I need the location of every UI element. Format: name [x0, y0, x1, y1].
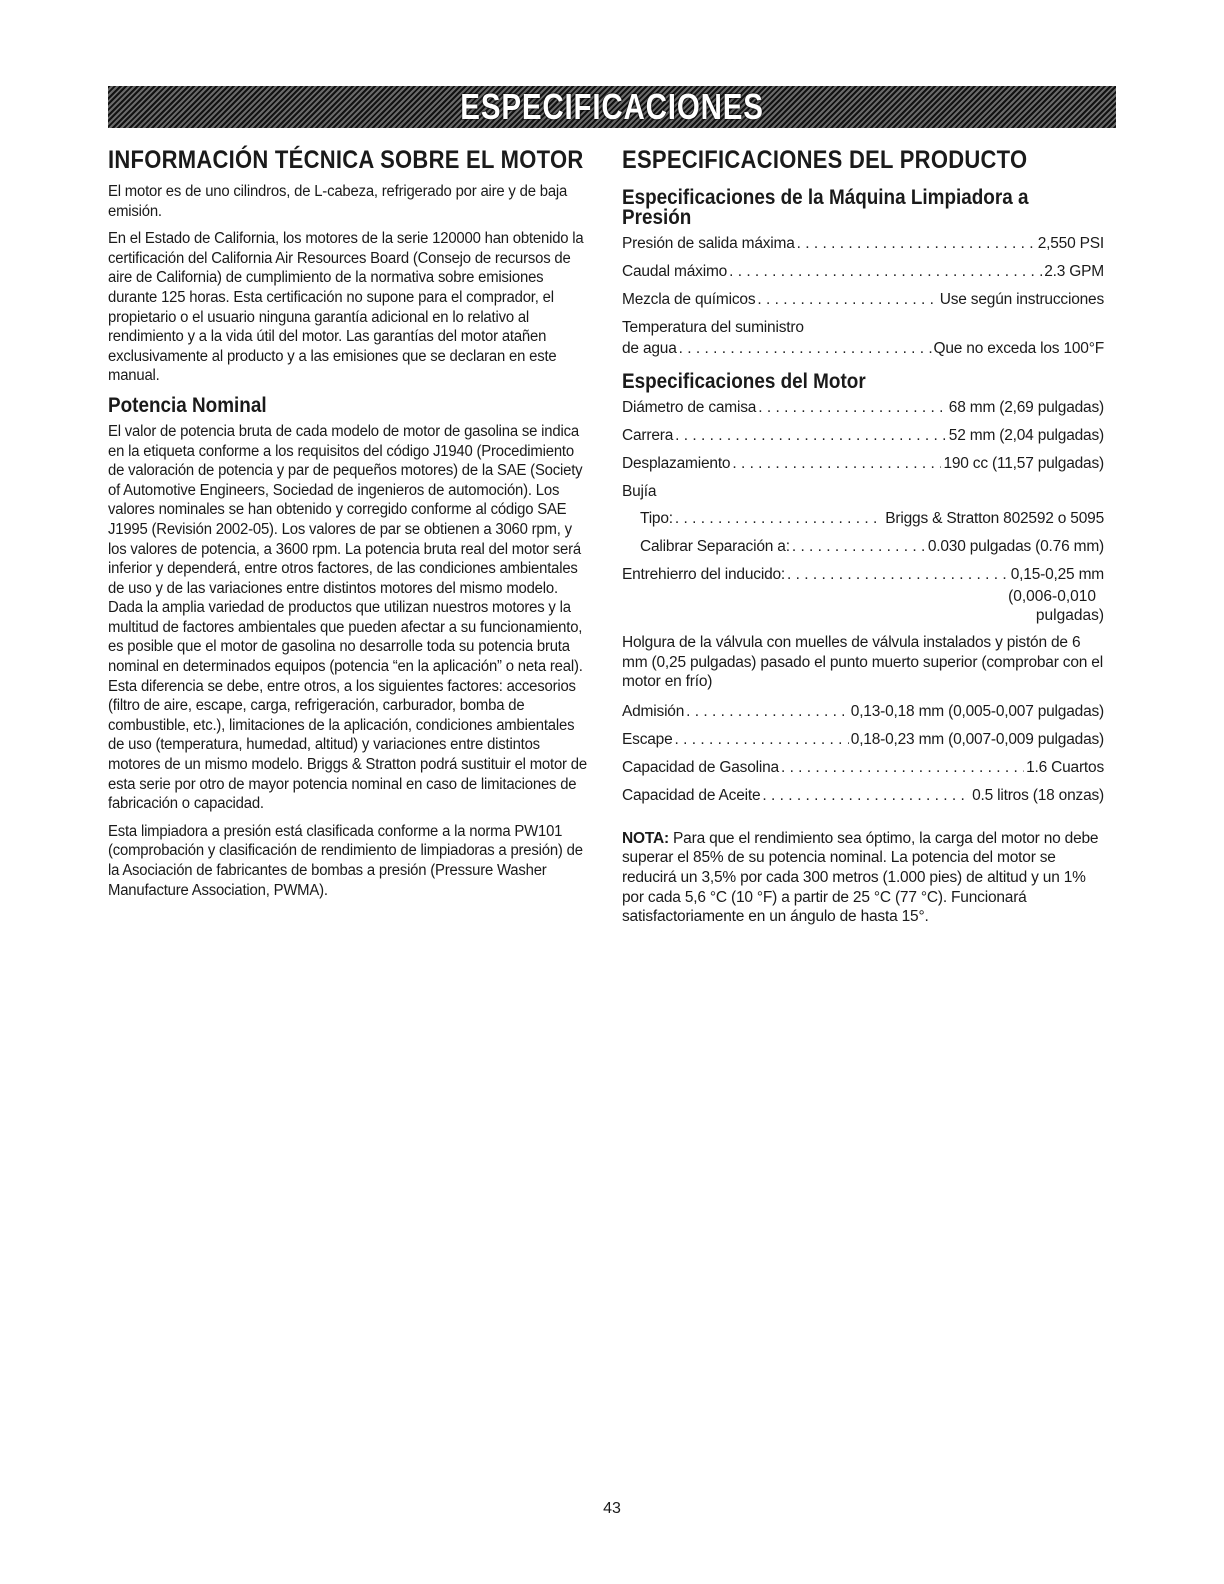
spec-row-fuel-capacity: [622, 758, 1104, 777]
spec-value: 52 mm (2,04 pulgadas): [948, 427, 1104, 444]
right-column: [622, 146, 1104, 935]
spec-row-intake: [622, 702, 1104, 721]
spec-label: Presión de salida máxima: [622, 235, 795, 252]
note-text: Para que el rendimiento sea óptimo, la carga del motor no debe superar el 85% de su potencia nominal. La potencia del motor se reducirá un 3,5% por cada 300 metros (1.000 pies) de altitud y un 1% por cada 5,6 °C (10 °F) a partir de 25 °C (77 °C). Funcionará satisfactoriamente en un ángulo de hasta 15°.: [622, 829, 1099, 926]
spec-value: 0,18-0,23 mm (0,007-0,009 pulgadas): [850, 730, 1104, 748]
spec-label: Escape: [622, 730, 673, 748]
california-paragraph: En el Estado de California, los motores de la serie 120000 han obtenido la certificación del California Air Resources Board (Consejo de recursos de aire de California) de cumplimiento de la normativa sobre emisiones durante 125 horas. Esta certificación no supone para el comprador, el propietario o el usuario ninguna garantía adicional en lo relativo al rendimiento y a la vida útil del motor. Las garantías del motor atañen exclusivamente al producto y a las emisiones que se declaran en este manual.: [108, 230, 584, 385]
product-specs-heading: ESPECIFICACIONES DEL PRODUCTO: [622, 146, 1028, 174]
armature-value-continued: [622, 587, 1104, 625]
spec-value: 0.030 pulgadas (0.76 mm): [927, 538, 1104, 555]
spec-value: Briggs & Stratton 802592 o 5095: [885, 510, 1104, 527]
valve-clearance-paragraph: Holgura de la válvula con muelles de válvula instalados y pistón de 6 mm (0,25 pulgadas) pasado el punto muerto superior (comprobar con el motor en frío): [622, 634, 1103, 691]
spec-value: 2.3 GPM: [1044, 263, 1104, 280]
spec-row-displacement: [622, 454, 1104, 473]
spark-plug-label: Bujía: [622, 483, 657, 500]
spec-value: 0,15-0,25 mm: [1010, 566, 1104, 583]
spec-label: Desplazamiento: [622, 455, 731, 472]
left-column: [108, 146, 594, 908]
pwma-paragraph: Esta limpiadora a presión está clasificada conforme a la norma PW101 (comprobación y clasificación de rendimiento de limpiadoras a presión) de la Asociación de fabricantes de bombas a presión (Pressure Washer Manufacture Association, PWMA).: [108, 822, 583, 899]
armature-value-line-3: pulgadas): [1035, 607, 1104, 624]
spec-value: 190 cc (11,57 pulgadas): [943, 455, 1104, 472]
spec-label: Caudal máximo: [622, 263, 728, 280]
spec-row-water-temp: [622, 339, 1104, 358]
spec-label: Capacidad de Aceite: [622, 786, 761, 804]
spec-row-max-pressure: [622, 234, 1104, 253]
spec-label: Diámetro de camisa: [622, 399, 757, 416]
section-banner: [108, 86, 1116, 128]
spec-label: Admisión: [622, 702, 685, 720]
note-label: NOTA:: [622, 829, 669, 847]
spec-value: 0,13-0,18 mm (0,005-0,007 pulgadas): [850, 702, 1104, 720]
spec-row-stroke: [622, 426, 1104, 445]
engine-intro-paragraph: El motor es de uno cilindros, de L-cabeza, refrigerado por aire y de baja emisión.: [108, 183, 568, 220]
spec-row-spark-plug-gap: [622, 537, 1104, 556]
spec-row-chemical-mix: [622, 290, 1104, 309]
engine-info-heading: INFORMACIÓN TÉCNICA SOBRE EL MOTOR: [108, 146, 584, 174]
motor-specs-heading: Especificaciones del Motor: [622, 370, 866, 393]
spec-value: 1.6 Cuartos: [1026, 758, 1104, 776]
spec-label: Tipo:: [640, 510, 673, 527]
spec-row-spark-plug-type: [622, 509, 1104, 528]
spec-label: Mezcla de químicos: [622, 291, 756, 308]
page-number: 43: [603, 1500, 621, 1517]
spec-label: Capacidad de Gasolina: [622, 758, 779, 776]
spec-label: de agua: [622, 340, 677, 357]
spec-row-oil-capacity: [622, 786, 1104, 805]
spec-row-armature-air-gap: [622, 565, 1104, 584]
spec-label: Entrehierro del inducido:: [622, 566, 786, 583]
spec-value: 68 mm (2,69 pulgadas): [948, 399, 1104, 416]
power-rating-heading: Potencia Nominal: [108, 393, 267, 417]
spec-row-exhaust: [622, 730, 1104, 749]
note-paragraph: [622, 829, 1104, 927]
spec-row-bore: [622, 398, 1104, 417]
spec-value: Use según instrucciones: [939, 291, 1104, 308]
spec-label: Carrera: [622, 427, 674, 444]
armature-value-line-2: (0,006-0,010: [1008, 588, 1096, 605]
water-temp-label-line: Temperatura del suministro: [622, 319, 804, 336]
spec-value: 2,550 PSI: [1037, 235, 1104, 252]
spec-row-max-flow: [622, 262, 1104, 281]
washer-specs-heading: Especificaciones de la Máquina Limpiadora a Presión: [622, 186, 1029, 229]
spec-label: Calibrar Separación a:: [640, 538, 790, 555]
banner-title: ESPECIFICACIONES: [460, 86, 764, 127]
spec-value: 0.5 litros (18 onzas): [972, 786, 1104, 804]
spec-value: Que no exceda los 100°F: [933, 340, 1104, 357]
power-rating-paragraph: El valor de potencia bruta de cada modelo de motor de gasolina se indica en la etiqueta conforme a los requisitos del código J1940 (Procedimiento de valoración de potencia y par de pequeños motores) de la SAE (Society of Automotive Engineers, Sociedad de ingenieros de automoción). Los valores nominales se han obtenido y corregido conforme al código SAE J1995 (Revisión 2002-05). Los valores de par se obtienen a 3060 rpm, y los valores de potencia, a 3600 rpm. La potencia bruta real del motor será inferior y dependerá, entre otros factores, de las condiciones ambientales de uso y de las variaciones entre distintos motores del mismo modelo. Dada la amplia variedad de productos que utilizan nuestros motores y la multitud de factores ambientales que pueden afectar a su funcionamiento, es posible que el motor de gasolina no desarrolle toda su potencia bruta nominal en determinados equipos (potencia “en la aplicación” o neta real). Esta diferencia se debe, entre otros, a los siguientes factores: accesorios (filtro de aire, escape, carga, refrigeración, carburador, bomba de combustible, etc.), limitaciones de la aplicación, condiciones ambientales de uso (temperatura, humedad, altitud) y variaciones entre distintos motores de un mismo modelo. Briggs & Stratton podrá sustituir el motor de esta serie por otro de mayor potencia nominal en caso de limitaciones de fabricación o capacidad.: [108, 422, 587, 813]
